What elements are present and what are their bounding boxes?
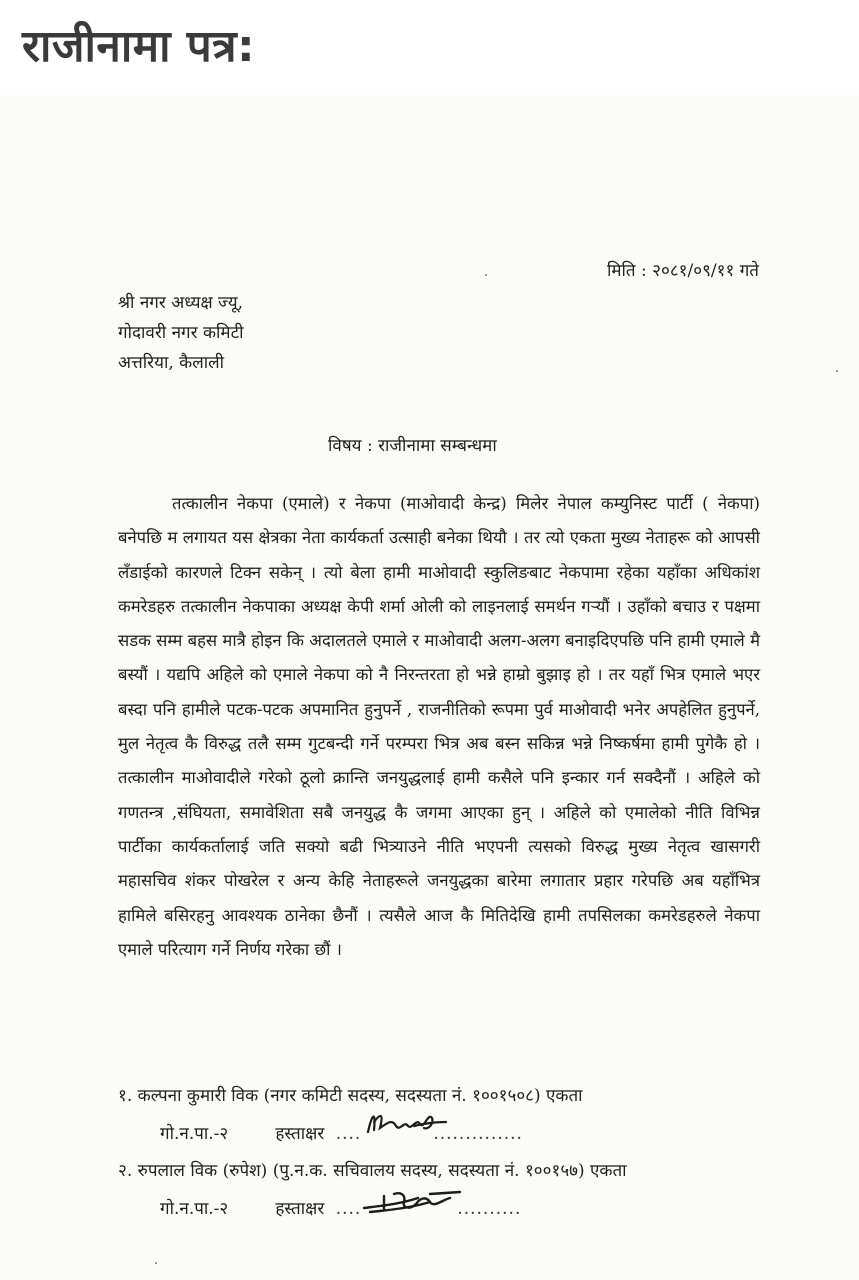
- recipient-line: गोदावरी नगर कमिटी: [118, 323, 244, 343]
- signature-label: हस्ताक्षर: [275, 1124, 325, 1144]
- signature-dots: ....: [335, 1124, 362, 1144]
- signature-dots: ....: [335, 1199, 362, 1219]
- signature-label: हस्ताक्षर: [275, 1199, 325, 1219]
- signature-mark: [360, 1186, 470, 1220]
- member-ward: गो.न.पा.-२: [160, 1199, 229, 1219]
- letter-subject: विषय : राजीनामा सम्बन्धमा: [328, 436, 497, 456]
- signature-dots: ..........: [457, 1199, 522, 1219]
- member-entry: २. रुपलाल विक (रुपेश) (पु.न.क. सचिवालय सदस्य, सदस्यता नं. १००१५७) एकता: [118, 1161, 627, 1181]
- paper-speck: [485, 274, 487, 276]
- signature-line: [160, 1121, 523, 1144]
- signature-mark: [362, 1104, 452, 1140]
- paper-speck: [155, 1262, 157, 1264]
- signature-dots: ..............: [433, 1124, 523, 1144]
- recipient-line: अत्तरिया, कैलाली: [118, 353, 225, 373]
- page-heading: राजीनामा पत्र:: [22, 21, 256, 72]
- member-ward: गो.न.पा.-२: [160, 1124, 229, 1144]
- recipient-line: श्री नगर अध्यक्ष ज्यू,: [118, 293, 244, 313]
- letter-date: मिति : २०८१/०९/११ गते: [606, 261, 759, 281]
- letter-body: तत्कालीन नेकपा (एमाले) र नेकपा (माओवादी केन्द्र) मिलेर नेपाल कम्युनिस्ट पार्टी ( नेकपा) बनेपछि म लगायत यस क्षेत्रका नेता कार्यकर्ता उत्साही बनेका थियौ । तर त्यो एकता मुख्य नेताहरू को आपसी लँडाईको कारणले टिक्न सकेन् । त्यो बेला हामी माओवादी स्कुलिङबाट नेकपामा रहेका यहाँका अधिकांश कमरेडहरु तत्कालीन नेकपाका अध्यक्ष केपी शर्मा ओली को लाइनलाई समर्थन गऱ्यौं । उहाँको बचाउ र पक्षमा सडक सम्म बहस मात्रै होइन कि अदालतले एमाले र माओवादी अलग-अलग बनाइदिएपछि पनि हामी एमाले मै बस्यौं । यद्यपि अहिले को एमाले नेकपा को नै निरन्तरता हो भन्ने हाम्रो बुझाइ हो । तर यहाँ भित्र एमाले भएर बस्दा पनि हामीले पटक-पटक अपमानित हुनुपर्ने , राजनीतिको रूपमा पुर्व माओवादी भनेर अपहेलित हुनुपर्ने, मुल नेतृत्व कै विरुद्ध तलै सम्म गुटबन्दी गर्ने परम्परा भित्र अब बस्न सकिन्न भन्ने निष्कर्षमा हामी पुगेकै हो । तत्कालीन माओवादीले गरेको ठूलो क्रान्ति जनयुद्धलाई हामी कसैले पनि इन्कार गर्न सक्दैनौं । अहिले को गणतन्त्र ,संघियता, समावेशिता सबै जनयुद्ध कै जगमा आएका हुन् । अहिले को एमालेको नीति विभिन्न पार्टीका कार्यकर्तालाई जति सक्यो बढी भित्र्याउने नीति भएपनी त्यसको विरुद्ध मुख्य नेतृत्व खासगरी महासचिव शंकर पोखरेल र अन्य केहि नेताहरूले जनयुद्धका बारेमा लगातार प्रहार गरेपछि अब यहाँभित्र हामिले बसिरहनु आवश्यक ठानेका छैनौं । त्यसैले आज कै मितिदेखि हामी तपसिलका कमरेडहरुले नेकपा एमाले परित्याग गर्ने निर्णय गरेका छौं ।: [118, 494, 760, 959]
- paper-speck: [836, 370, 838, 372]
- member-entry: १. कल्पना कुमारी विक (नगर कमिटी सदस्य, सदस्यता नं. १००१५०८) एकता: [118, 1086, 583, 1106]
